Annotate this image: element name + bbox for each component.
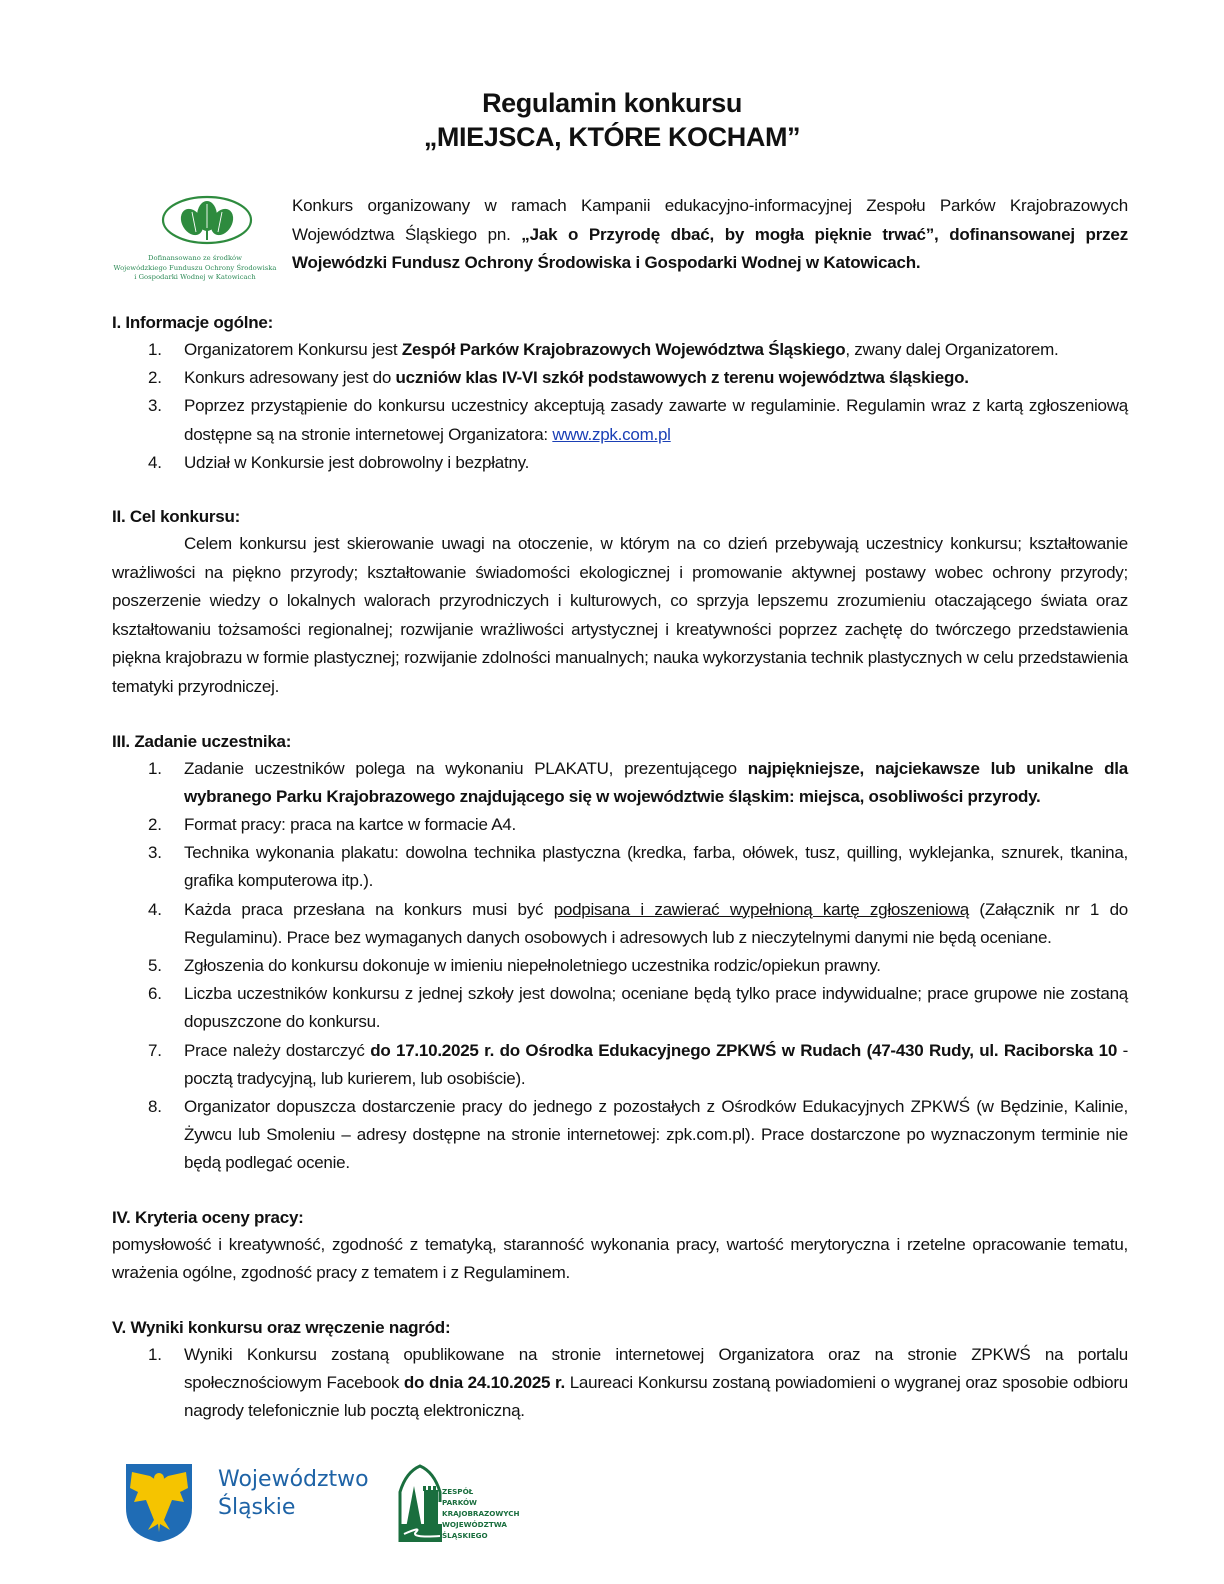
item-text: Liczba uczestników konkursu z jednej szkoły jest dowolna; oceniane będą tylko prace indywidualne; prace grupowe nie zostaną dopuszczone do konkursu. xyxy=(184,984,1128,1032)
zpkws-wordmark xyxy=(442,1486,520,1541)
spacer xyxy=(112,702,1128,728)
list-number: 4. xyxy=(148,452,162,472)
intro-text: Konkurs organizowany w ramach Kampanii edukacyjno-informacyjnej Zespołu Parków Krajobrazowych Województwa Śląskiego pn. xyxy=(292,196,1128,244)
document-body xyxy=(112,309,1128,1425)
item-text: Udział w Konkursie jest dobrowolny i bezpłatny. xyxy=(184,452,530,472)
wfosigw-funding-logo xyxy=(110,194,280,288)
zpk-line-1: ZESPÓŁ xyxy=(442,1487,474,1496)
item-text: Wyniki Konkursu zostaną opublikowane na stronie internetowej Organizatora oraz na stronie ZPKWŚ na portalu społecznościowym Facebook xyxy=(184,1344,1128,1393)
wojewodztwo-line-1: Województwo xyxy=(218,1467,369,1492)
zpk-line-3: KRAJOBRAZOWYCH xyxy=(442,1509,520,1518)
list-number: 2. xyxy=(148,368,162,388)
list-number: 8. xyxy=(148,1097,162,1117)
item-text: Poprzez przystąpienie do konkursu uczestnicy akceptują zasady zawarte w regulaminie. Regulamin wraz z kartą zgłoszeniową dostępne są na stronie internetowej Organizatora: xyxy=(184,396,1128,444)
leaf-oval-logo-icon xyxy=(110,194,280,254)
wojewodztwo-line-2: Śląskie xyxy=(218,1495,296,1520)
list-number: 1. xyxy=(148,340,162,359)
title-line-1: Regulamin konkursu xyxy=(482,88,742,118)
intro-paragraph xyxy=(292,192,1128,278)
list-item xyxy=(112,449,1128,477)
organizer-website-link[interactable]: www.zpk.com.pl xyxy=(552,424,671,444)
title-line-2: „MIEJSCA, KTÓRE KOCHAM” xyxy=(423,122,801,152)
zpk-line-4: WOJEWÓDZTWA xyxy=(442,1520,507,1529)
list-item xyxy=(112,811,1128,839)
silesian-eagle-coat-of-arms-icon xyxy=(124,1462,194,1544)
list-item xyxy=(112,980,1128,1036)
document-title xyxy=(0,86,1224,154)
list-number: 5. xyxy=(148,956,162,975)
criteria-paragraph: pomysłowość i kreatywność, zgodność z tematyką, staranność wykonania pracy, wartość merytoryczna i rzetelne opracowanie tematu, wrażenia ogólne, zgodność pracy z tematem i z Regulaminem. xyxy=(112,1234,1128,1283)
item-text: Organizator dopuszcza dostarczenie pracy do jednego z pozostałych z Ośrodków Edukacyjnych ZPKWŚ (w Będzinie, Kalinie, Żywcu lub Smoleniu – adresy dostępne na stronie internetowej: zpk.com.pl). Prace dostarczone po wyznaczonym terminie nie będą podlegać ocenie. xyxy=(184,1097,1128,1173)
funding-caption-line-2: Wojewódzkiego Funduszu Ochrony Środowiska xyxy=(113,263,277,272)
item-text-underlined: podpisana i zawierać wypełnioną kartę zgłoszeniową xyxy=(553,899,969,919)
section-heading-general-info: I. Informacje ogólne: xyxy=(112,313,273,332)
spacer xyxy=(112,1288,1128,1314)
item-text: Zadanie uczestników polega na wykonaniu PLAKATU, prezentującego xyxy=(184,758,748,778)
item-text: Zgłoszenia do konkursu dokonuje w imieniu niepełnoletniego uczestnika rodzic/opiekun prawny. xyxy=(184,956,881,975)
list-number: 7. xyxy=(148,1040,162,1060)
funding-logo-caption xyxy=(110,254,280,283)
item-text: Konkurs adresowany jest do xyxy=(184,368,396,388)
section-heading-results: V. Wyniki konkursu oraz wręczenie nagród: xyxy=(112,1317,451,1337)
item-text-bold: uczniów klas IV-VI szkół podstawowych z terenu województwa śląskiego. xyxy=(395,368,969,388)
zpkws-logo xyxy=(396,1462,526,1562)
list-number: 6. xyxy=(148,984,162,1004)
intro-text-bold: „Jak o Przyrodę dbać, by mogła pięknie trwać”, dofinansowanej przez Wojewódzki Fundusz Ochrony Środowiska i Gospodarki Wodnej w Katowicach. xyxy=(292,224,1128,272)
participant-task-list xyxy=(112,755,1128,1178)
list-item xyxy=(112,952,1128,980)
item-text: (Załącznik nr 1 do Regulaminu). Prace bez wymaganych danych osobowych i adresowych lub z nieczytelnymi danymi nie będą oceniane. xyxy=(184,899,1128,947)
list-item xyxy=(112,839,1128,895)
item-text-bold: do 17.10.2025 r. do Ośrodka Edukacyjnego ZPKWŚ w Rudach (47-430 Rudy, ul. Raciborska 10 xyxy=(370,1040,1118,1060)
list-number: 4. xyxy=(148,899,162,919)
results-list xyxy=(112,1341,1128,1426)
goal-paragraph: Celem konkursu jest skierowanie uwagi na otoczenie, w którym na co dzień przebywają uczestnicy konkursu; kształtowanie wrażliwości na piękno przyrody; kształtowanie świadomości ekologicznej i promowanie aktywnej postawy wobec ochrony przyrody; poszerzenie wiedzy o lokalnych walorach przyrodniczych i kulturowych, co sprzyja lepszemu zrozumieniu otaczającego świata oraz kształtowaniu tożsamości regionalnej; rozwijanie wrażliwości artystycznej i kreatywności poprzez zachętę do twórczego przedstawienia piękna krajobrazu w formie plastycznej; rozwijanie zdolności manualnych; nauka wykorzystania technik plastycznych w celu przedstawienia tematyki przyrodniczej. xyxy=(112,534,1128,696)
item-text: Laureaci Konkursu zostaną powiadomieni o wygranej oraz sposobie odbioru nagrody telefonicznie lub pocztą elektroniczną. xyxy=(184,1373,1128,1421)
list-item xyxy=(112,896,1128,952)
wojewodztwo-slaskie-wordmark xyxy=(218,1466,369,1522)
intro-block xyxy=(110,192,1130,292)
item-text: Każda praca przesłana na konkurs musi być xyxy=(184,899,554,919)
general-info-list xyxy=(112,336,1128,477)
item-text-bold: Zespół Parków Krajobrazowych Województwa Śląskiego xyxy=(401,340,846,359)
item-text-bold: do dnia 24.10.2025 r. xyxy=(403,1373,565,1393)
list-number: 1. xyxy=(148,1344,162,1364)
list-item xyxy=(112,755,1128,811)
list-item xyxy=(112,1093,1128,1178)
item-text: Format pracy: praca na kartce w formacie A4. xyxy=(184,814,516,834)
funding-caption-line-1: Dofinansowano ze środków xyxy=(148,254,242,262)
zpk-line-2: PARKÓW xyxy=(442,1498,477,1507)
spacer xyxy=(112,477,1128,503)
item-text: Prace należy dostarczyć xyxy=(184,1040,371,1060)
footer-logos xyxy=(120,1462,540,1572)
item-text: , zwany dalej Organizatorem. xyxy=(845,340,1059,359)
section-heading-participant-task: III. Zadanie uczestnika: xyxy=(112,731,292,751)
zpk-line-5: ŚLĄSKIEGO xyxy=(442,1531,488,1540)
section-heading-goal: II. Cel konkursu: xyxy=(112,507,240,527)
list-item xyxy=(112,364,1128,392)
item-text: Organizatorem Konkursu jest xyxy=(184,340,402,359)
list-number: 3. xyxy=(148,843,162,863)
section-heading-criteria: IV. Kryteria oceny pracy: xyxy=(112,1207,304,1227)
item-text: - pocztą tradycyjną, lub kurierem, lub osobiście). xyxy=(184,1040,1128,1088)
item-text: Technika wykonania plakatu: dowolna technika plastyczna (kredka, farba, ołówek, tusz, quilling, wyklejanka, sznurek, tkanina, grafika komputerowa itp.). xyxy=(184,843,1128,891)
list-number: 2. xyxy=(148,814,162,834)
list-item xyxy=(112,392,1128,448)
list-item xyxy=(112,1341,1128,1426)
list-number: 3. xyxy=(148,396,162,416)
list-item xyxy=(112,336,1128,364)
list-number: 1. xyxy=(148,758,162,778)
castle-tower-landscape-icon xyxy=(396,1462,444,1544)
item-text-bold: najpiękniejsze, najciekawsze lub unikalne dla wybranego Parku Krajobrazowego znajdującego się w województwie śląskim: miejsca, osobliwości przyrody. xyxy=(184,758,1128,806)
funding-caption-line-3: i Gospodarki Wodnej w Katowicach xyxy=(134,273,256,281)
spacer xyxy=(112,1178,1128,1204)
list-item xyxy=(112,1037,1128,1093)
